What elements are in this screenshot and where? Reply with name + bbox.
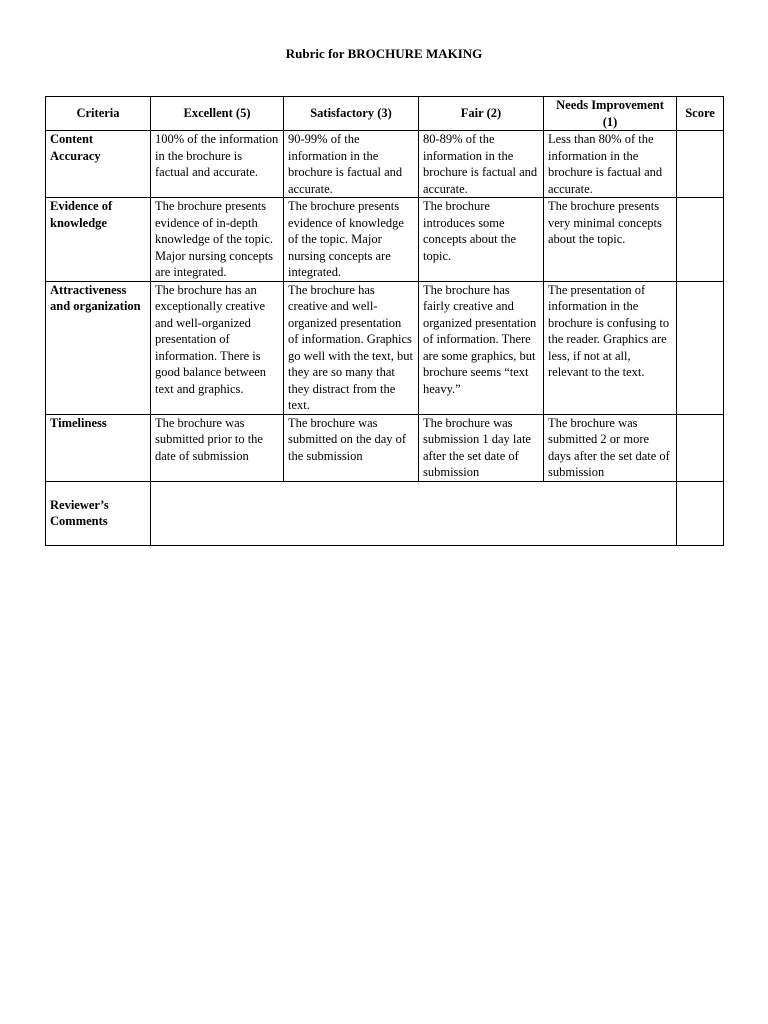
comments-row: [46, 481, 724, 545]
header-row: [46, 97, 724, 131]
header-criteria: Criteria: [46, 97, 151, 131]
cell-needs-improvement: The presentation of information in the brochure is confusing to the reader. Graphics are less, if not at all, relevant to the text.: [544, 281, 677, 414]
header-needs-improvement: Needs Improvement (1): [544, 97, 677, 131]
table-row: [46, 414, 724, 481]
cell-score[interactable]: [677, 281, 724, 414]
cell-score[interactable]: [677, 198, 724, 282]
reviewer-comments-label: Reviewer’s Comments: [46, 481, 151, 545]
criterion-timeliness: Timeliness: [46, 414, 151, 481]
cell-satisfactory: The brochure has creative and well-organized presentation of information. Graphics go well with the text, but they are so many that they distract from the text.: [284, 281, 419, 414]
criterion-attractiveness-and-organization: Attractiveness and organization: [46, 281, 151, 414]
cell-satisfactory: The brochure presents evidence of knowledge of the topic. Major nursing concepts are integrated.: [284, 198, 419, 282]
cell-needs-improvement: Less than 80% of the information in the brochure is factual and accurate.: [544, 131, 677, 198]
header-score: Score: [677, 97, 724, 131]
header-satisfactory: Satisfactory (3): [284, 97, 419, 131]
cell-excellent: The brochure was submitted prior to the date of submission: [151, 414, 284, 481]
cell-excellent: 100% of the information in the brochure is factual and accurate.: [151, 131, 284, 198]
cell-score[interactable]: [677, 414, 724, 481]
cell-score[interactable]: [677, 131, 724, 198]
reviewer-comments-field[interactable]: [151, 481, 677, 545]
cell-fair: The brochure was submission 1 day late after the set date of submission: [419, 414, 544, 481]
rubric-table: [45, 96, 724, 546]
page-title: Rubric for BROCHURE MAKING: [285, 46, 483, 61]
cell-satisfactory: 90-99% of the information in the brochure is factual and accurate.: [284, 131, 419, 198]
table-row: [46, 131, 724, 198]
cell-satisfactory: The brochure was submitted on the day of the submission: [284, 414, 419, 481]
cell-fair: The brochure has fairly creative and organized presentation of information. There are some graphics, but brochure seems “text heavy.”: [419, 281, 544, 414]
cell-needs-improvement: The brochure was submitted 2 or more days after the set date of submission: [544, 414, 677, 481]
cell-excellent: The brochure has an exceptionally creative and well-organized presentation of information. There is good balance between text and graphics.: [151, 281, 284, 414]
comments-score-cell[interactable]: [677, 481, 724, 545]
criterion-content-accuracy: Content Accuracy: [46, 131, 151, 198]
table-row: [46, 198, 724, 282]
cell-fair: The brochure introduces some concepts about the topic.: [419, 198, 544, 282]
cell-excellent: The brochure presents evidence of in-depth knowledge of the topic. Major nursing concepts are integrated.: [151, 198, 284, 282]
header-excellent: Excellent (5): [151, 97, 284, 131]
table-row: [46, 281, 724, 414]
header-fair: Fair (2): [419, 97, 544, 131]
criterion-evidence-of-knowledge: Evidence of knowledge: [46, 198, 151, 282]
cell-needs-improvement: The brochure presents very minimal concepts about the topic.: [544, 198, 677, 282]
cell-fair: 80-89% of the information in the brochure is factual and accurate.: [419, 131, 544, 198]
